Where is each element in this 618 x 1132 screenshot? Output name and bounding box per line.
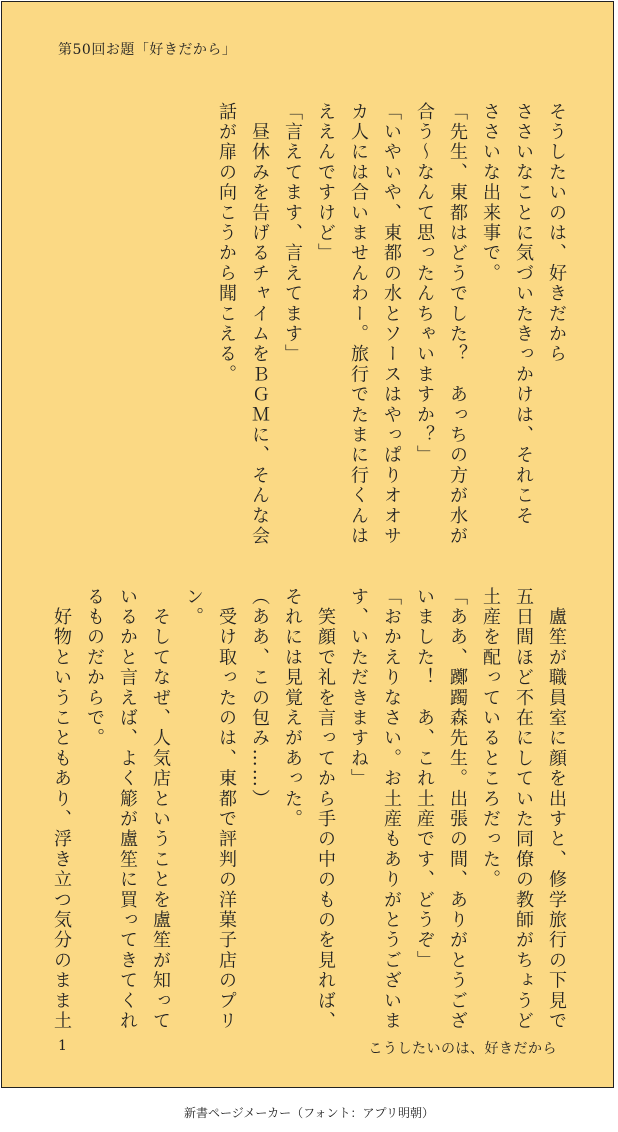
text-line: 笑顔で礼を言ってから手の中のものを見れば、	[315, 587, 336, 1032]
text-line: 「先生、東都はどうでした？ あっちの方が水が	[447, 102, 468, 547]
text-line: 五日間ほど不在にしていた同僚の教師がちょうど	[513, 587, 534, 1032]
text-line: いるかと言えば、よく簓が盧笙に買ってきてくれ	[117, 587, 138, 1032]
text-line: そうしたいのは、好きだから	[546, 102, 567, 365]
text-line: 話が扉の向こうから聞こえる。	[216, 102, 237, 385]
text-line: ええんですけど」	[315, 102, 336, 264]
text-line: 合う〜なんて思ったんちゃいますか？」	[414, 102, 435, 466]
upper-text-block	[210, 102, 573, 547]
text-line: 「言えてます、言えてます」	[282, 102, 303, 365]
page-header: 第50回お題「好きだから」	[58, 42, 237, 58]
text-line: カ人には合いませんわー。旅行でたまに行くんは	[348, 102, 369, 547]
text-line: 盧笙が職員室に顔を出すと、修学旅行の下見で	[546, 587, 567, 1032]
running-title: こうしたいのは、好きだから	[368, 1041, 557, 1057]
text-line: ささいなことに気づいたきっかけは、それこそ	[513, 102, 534, 527]
text-line: それには見覚えがあった。	[282, 587, 303, 830]
text-line: 「いやいや、東都の水とソースはやっぱりオオサ	[381, 102, 402, 547]
text-line: そしてなぜ、人気店ということを盧笙が知って	[150, 587, 171, 1032]
text-line: 「ああ、躑躅森先生。出張の間、ありがとうござ	[447, 587, 468, 1032]
text-line: （ああ、この包み……）	[249, 587, 270, 810]
text-line: 好物ということもあり、浮き立つ気分のまま土	[51, 587, 72, 1032]
text-line: 昼休みを告げるチャイムをＢＧＭに、そんな会	[249, 102, 270, 547]
text-line: るものだからで。	[84, 587, 105, 749]
text-line: いました！ あ、これ土産です、どうぞ」	[414, 587, 435, 971]
text-line: 「おかえりなさい。お土産もありがとうございま	[381, 587, 402, 1032]
book-page	[1, 1, 614, 1088]
text-line: 土産を配っているところだった。	[480, 587, 501, 890]
lower-text-block	[45, 587, 573, 1032]
text-line: ン。	[183, 587, 204, 628]
page-number: 1	[58, 1038, 67, 1054]
text-line: 受け取ったのは、東都で評判の洋菓子店のプリ	[216, 587, 237, 1032]
tool-caption: 新書ページメーカー（フォント：アプリ明朝）	[183, 1106, 435, 1120]
text-line: ささいな出来事で。	[480, 102, 501, 284]
text-line: す、いただきますね」	[348, 587, 369, 789]
